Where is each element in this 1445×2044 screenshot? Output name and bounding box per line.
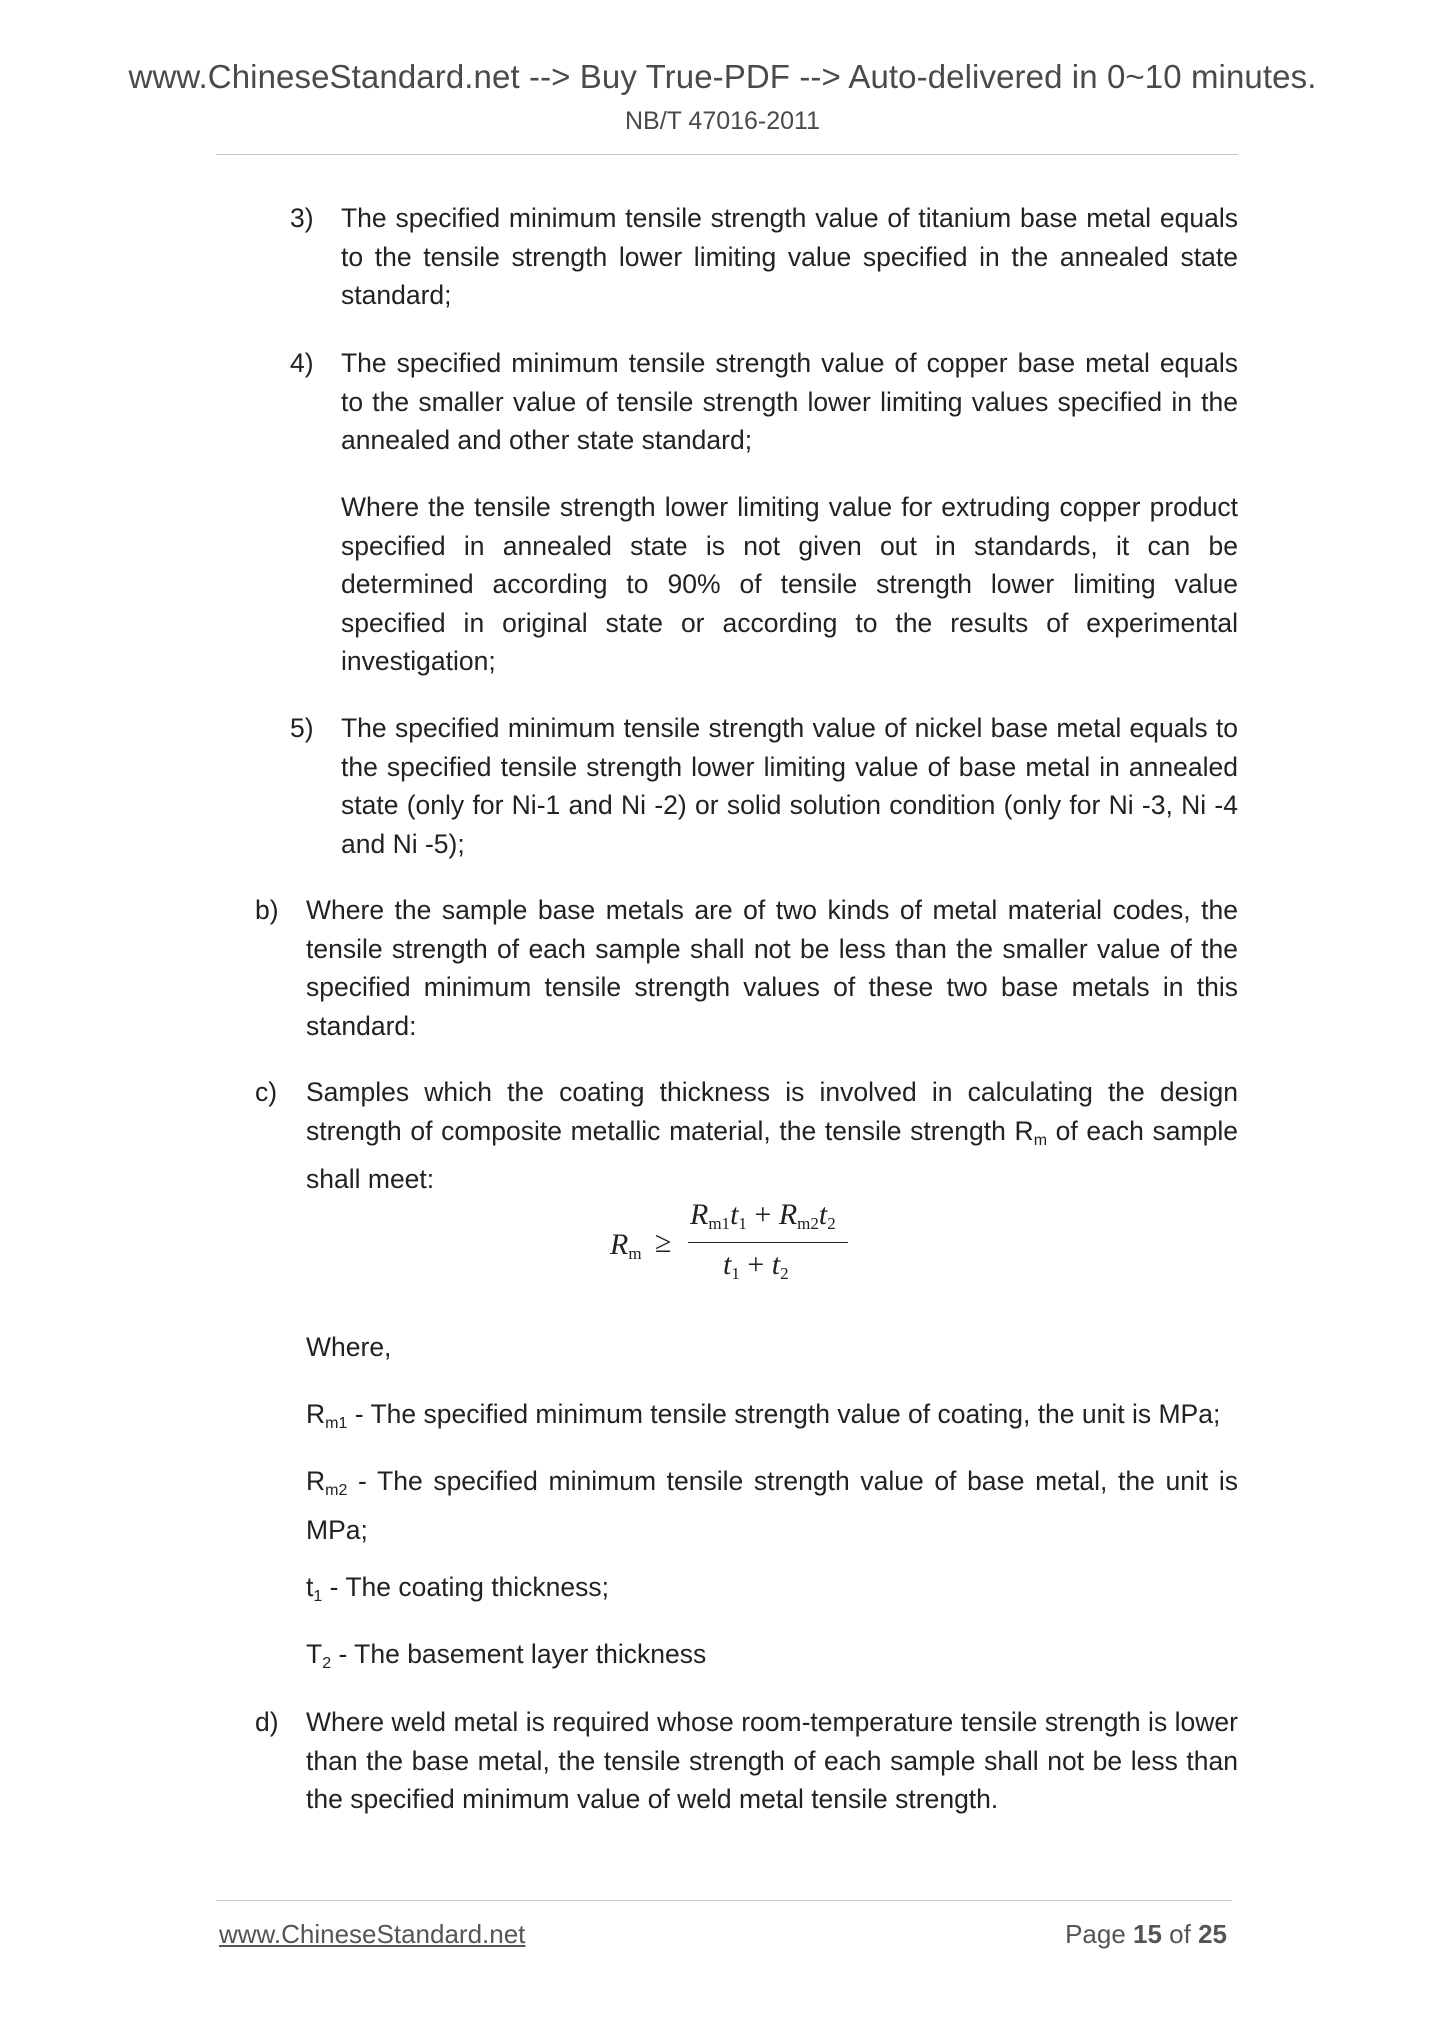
formula-fraction-bar — [688, 1242, 848, 1243]
formula-numerator: $R_{m1}t_1 + R_{m2}t_2$ — [690, 1198, 836, 1233]
list-marker-4: 4) — [290, 348, 314, 378]
document-id: NB/T 47016-2011 — [624, 107, 821, 135]
list-marker-d: d) — [255, 1707, 279, 1737]
definition-rm2: $R_{m2}$ - The specified minimum tensile strength value of base metal, the unit is MPa; — [306, 1466, 1238, 1545]
formula-relation: ≥ — [655, 1226, 672, 1259]
where-label: Where, — [306, 1332, 392, 1362]
list-marker-c: c) — [255, 1077, 278, 1107]
list-item-3: The specified minimum tensile strength value of titanium base metal equals to the tensile strength lower limiting value specified in the annealed state standard; — [341, 203, 1238, 310]
definition-rm1: $R_{m1}$ - The specified minimum tensile strength value of coating, the unit is MPa; — [306, 1399, 1221, 1432]
current-page: 15 — [1133, 1919, 1162, 1949]
list-item-c-text-post: of each sample shall meet: — [306, 1115, 1238, 1194]
list-marker-b: b) — [255, 895, 279, 925]
page-number: Page 15 of 25 — [1065, 1919, 1227, 1949]
list-item-b: Where the sample base metals are of two kinds of metal material codes, the tensile strength of each sample shall not be less than the smaller value of the specified minimum tensile strength values of these two base metals in this standard: — [306, 895, 1238, 1041]
list-item-5: The specified minimum tensile strength value of nickel base metal equals to the specified tensile strength lower limiting value of base metal in annealed state (only for Ni-1 and Ni -2) or solid solution condition (only for Ni -3, Ni -4 and Ni -5); — [341, 713, 1238, 859]
list-item-c — [306, 1073, 1238, 1199]
header-banner: www.ChineseStandard.net --> Buy True-PDF --> Auto-delivered in 0~10 minutes. — [128, 58, 1317, 95]
formula-denominator: $t_1 + t_2$ — [723, 1248, 789, 1283]
footer-divider — [216, 1900, 1232, 1901]
list-item-4: The specified minimum tensile strength value of copper base metal equals to the smaller value of tensile strength lower limiting values specified in the annealed and other state standard; — [341, 348, 1238, 455]
tensile-strength-formula — [610, 1198, 850, 1298]
total-pages: 25 — [1198, 1919, 1227, 1949]
list-marker-5: 5) — [290, 713, 314, 743]
definition-t1: $t_1$ - The coating thickness; — [306, 1572, 610, 1605]
list-item-c-text-pre: Samples which the coating thickness is involved in calculating the design strength of composite metallic material, the tensile strength R — [306, 1077, 1238, 1146]
formula-lhs: $R_m$ — [610, 1228, 642, 1263]
list-item-d: Where weld metal is required whose room-temperature tensile strength is lower than the base metal, the tensile strength of each sample shall not be less than the specified minimum value of weld metal tensile strength. — [306, 1707, 1238, 1814]
definition-t2: $T_2$ - The basement layer thickness — [306, 1639, 707, 1672]
list-item-4-note: Where the tensile strength lower limiting value for extruding copper product specified in annealed state is not given out in standards, it can be determined according to 90% of tensile strength lower limiting value specified in original state or according to the results of experimental investigation; — [341, 492, 1238, 676]
list-marker-3: 3) — [290, 203, 314, 233]
header-divider — [216, 154, 1238, 155]
footer-site-link[interactable]: www.ChineseStandard.net — [219, 1919, 526, 1949]
list-item-c-sub: m — [1033, 1131, 1048, 1149]
